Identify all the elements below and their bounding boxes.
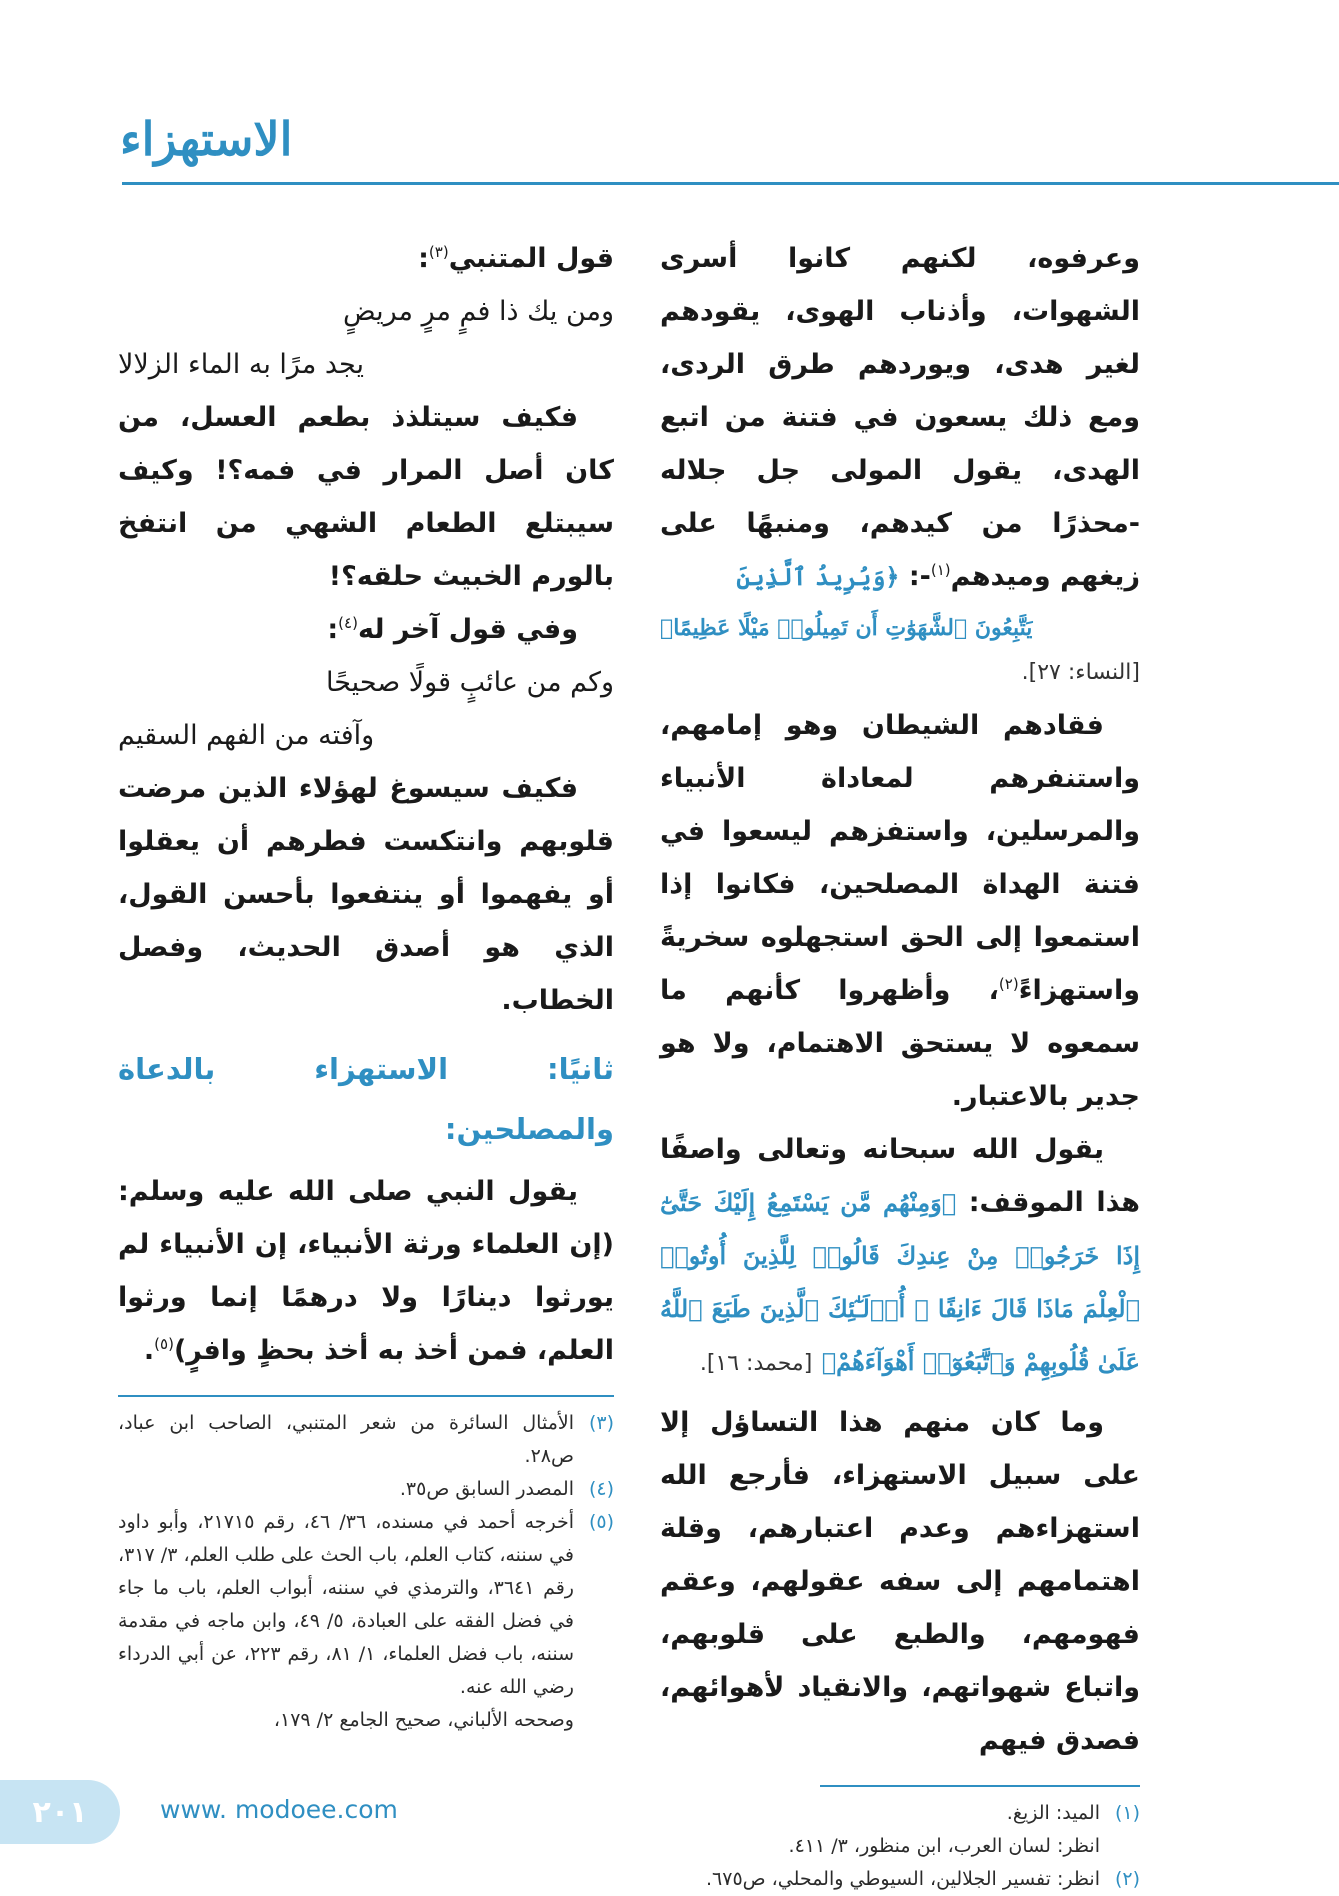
paragraph-text: -: [908,561,931,592]
quran-verse: ﴿وَمِنْهُم مَّن يَسْتَمِعُ إِلَيْكَ حَتَّىٰٓ إِذَا خَرَجُوا۟ مِنْ عِندِكَ قَالُوا۟ لِلَّذِينَ أُوتُوا۟ ٱلْعِلْمَ مَاذَا قَالَ ءَانِفًا ۚ أُو۟لَـٰٓئِكَ ٱلَّذِينَ طَبَعَ ٱللَّهُ عَلَىٰ قُلُوبِهِمْ وَٱتَّبَعُوٓا۟ أَهْوَآءَهُمْ﴾ [660,1188,1140,1376]
footnote-text: المصدر السابق ص٣٥. [399,1478,574,1500]
poem-line: وآفته من الفهم السقيم [118,720,375,751]
quran-verse: ﴿وَيُرِيدُ ٱلَّذِينَ [736,562,900,591]
footnote [660,1863,1140,1896]
footnote [118,1704,614,1737]
paragraph [118,391,614,603]
quran-verse: يَتَّبِعُونَ ٱلشَّهَوَٰتِ أَن تَمِيلُوا۟ مَيْلًا عَظِيمًا﴾ [660,615,1033,641]
footnote-number [1100,1830,1140,1863]
footnote-text: انظر: لسان العرب، ابن منظور، ٣/ ٤١١. [788,1835,1100,1857]
footnote-number: (٤) [588,1478,614,1500]
footnote [660,1830,1140,1863]
footnote-number: (٢) [1114,1868,1140,1890]
footnote-text: أخرجه أحمد في مسنده، ٣٦/ ٤٦، رقم ٢١٧١٥، وأبو داود في سننه، كتاب العلم، باب الحث على طلب العلم، ٣/ ٣١٧، رقم ٣٦٤١، والترمذي في سننه، أبواب العلم، باب ما جاء في فضل الفقه على العبادة، ٥/ ٤٩، وابن ماجه في مقدمة سننه، باب فضل العلماء، ١/ ٨١، رقم ٢٢٣، عن أبي الدرداء رضي الله عنه. [118,1511,575,1698]
paragraph-text: قول المتنبي [448,243,614,274]
paragraph-text: وفي قول آخر له [357,614,578,645]
footnote-number: (٥) [588,1511,614,1533]
paragraph-text: فكيف سيسوغ لهؤلاء الذين مرضت قلوبهم وانتكست فطرهم أن يعقلوا أو يفهموا أو ينتفعوا بأحسن القول، الذي هو أصدق الحديث، وفصل الخطاب. [118,773,614,1016]
page-number-badge [0,1780,120,1844]
footnotes [118,1407,614,1737]
footnote [118,1407,614,1473]
footnotes [660,1797,1140,1896]
footnote-text: الميد: الزيغ. [1006,1802,1100,1824]
paragraph [660,232,1140,603]
section-heading: ثانيًا: الاستهزاء بالدعاة والمصلحين: [118,1052,614,1146]
paragraph [660,1396,1140,1767]
poem-line: يجد مرًا به الماء الزلالا [118,349,364,380]
paragraph-text: فكيف سيتلذذ بطعم العسل، من كان أصل المرار في فمه؟! وكيف سيبتلع الطعام الشهي من انتفخ بالورم الخبيث حلقه؟! [118,402,614,592]
paragraph [118,1165,614,1377]
website-link[interactable]: www. modoee.com [160,1795,398,1824]
page-number: ٢٠١ [32,1794,88,1830]
paragraph [118,232,614,285]
paragraph [660,1123,1140,1390]
footnote-rule [820,1785,1140,1787]
footnote [118,1473,614,1506]
paragraph-text: فقادهم الشيطان وهو إمامهم، واستنفرهم لمعاداة الأنبياء والمرسلين، واستفزهم ليسعوا في فتنة الهداة المصلحين، فكانوا إذا استمعوا إلى الحق استجهلوه سخريةً واستهزاءً [660,710,1140,1006]
poem-line: وكم من عائبٍ قولًا صحيحًا [326,667,614,698]
paragraph [118,603,614,656]
paragraph [660,699,1140,1123]
header-rule [122,182,1339,185]
footnote-marker[interactable]: (٥) [154,1335,174,1353]
paragraph-text: يقول الله سبحانه وتعالى واصفًا هذا الموقف: [660,1134,1141,1218]
paragraph [118,762,614,1027]
footnote-marker[interactable]: (٤) [338,614,358,632]
verse-reference: [النساء: ٢٧]. [1021,660,1140,685]
page-title: الاستهزاء [120,112,293,166]
footnote-marker[interactable]: (٣) [428,243,449,261]
footnote-number [574,1704,614,1737]
verse-reference: [محمد: ١٦]. [699,1351,813,1376]
paragraph-text: . [143,1335,155,1366]
footnote-marker[interactable]: (١) [930,561,951,579]
paragraph-text: : [327,614,339,645]
poem-line: ومن يك ذا فمٍ مرٍ مريضٍ [343,296,614,327]
paragraph-text: وما كان منهم هذا التساؤل إلا على سبيل الاستهزاء، فأرجع الله استهزاءهم وعدم اعتبارهم، وقلة اهتمامهم إلى سفه عقولهم، وعقم فهومهم، والطبع على قلوبهم، واتباع شهواتهم، والانقياد لأهوائهم، فصدق فيهم [660,1407,1140,1756]
footnote-number: (٣) [588,1412,614,1434]
footnote-text: وصححه الألباني، صحيح الجامع ٢/ ١٧٩، [273,1709,574,1731]
paragraph-text: : [418,243,429,274]
footnote-text: الأمثال السائرة من شعر المتنبي، الصاحب ابن عباد، ص٢٨. [118,1412,574,1467]
footnote-rule [118,1395,614,1397]
left-column [118,232,614,1737]
footnote-text: انظر: تفسير الجلالين، السيوطي والمحلي، ص٦٧٥. [705,1868,1100,1890]
paragraph-text: ، وأظهروا كأنهم ما سمعوه لا يستحق الاهتمام، ولا هو جدير بالاعتبار. [660,975,1140,1112]
footnote [118,1506,614,1704]
right-column [660,232,1140,1896]
footnote-marker[interactable]: (٢) [998,975,1019,993]
paragraph-text: يقول النبي صلى الله عليه وسلم: (إن العلماء ورثة الأنبياء، إن الأنبياء لم يورثوا دينارًا ولا درهمًا إنما ورثوا العلم، فمن أخذ به أخذ بحظٍ وافرٍ) [118,1176,614,1366]
footnote [660,1797,1140,1830]
footnote-number: (١) [1114,1802,1140,1824]
paragraph-text: وعرفوه، لكنهم كانوا أسرى الشهوات، وأذناب الهوى، يقودهم لغير هدى، ويوردهم طرق الردى، ومع ذلك يسعون في فتنة من اتبع الهدى، يقول المولى جل جلاله -محذرًا من كيدهم، ومنبهًا على زيغهم وميدهم [660,243,1140,592]
